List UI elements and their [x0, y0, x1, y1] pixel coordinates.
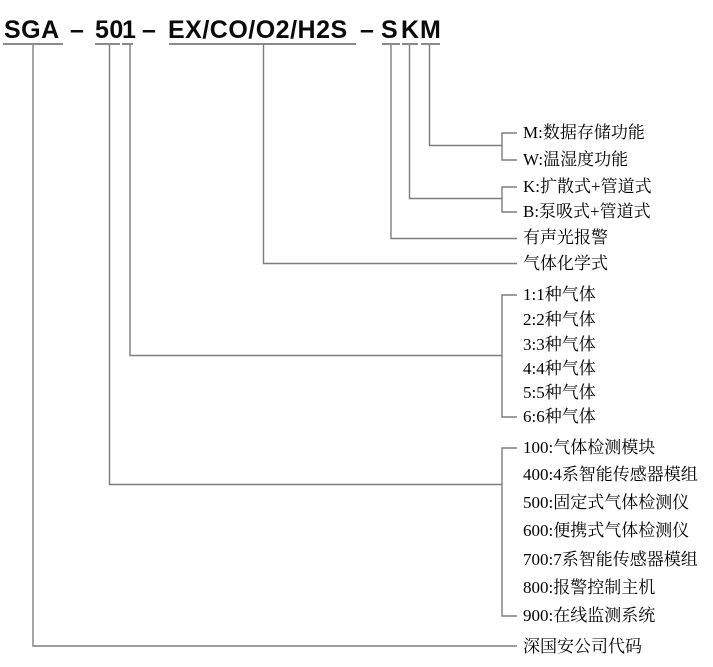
separator-dash: –	[360, 16, 375, 44]
label-sampling-k: K:扩散式+管道式	[523, 177, 652, 196]
label-series-500: 500:固定式气体检测仪	[523, 493, 690, 512]
model-count-digit: 1	[122, 16, 137, 44]
label-gas-count-6: 6:6种气体	[523, 407, 596, 426]
label-series-700: 700:7系智能传感器模组	[523, 550, 698, 569]
separator-dash: –	[142, 16, 157, 44]
model-suffix-letter-s: S	[381, 16, 399, 44]
label-series-400: 400:4系智能传感器模组	[523, 465, 698, 484]
label-series-900: 900:在线监测系统	[523, 606, 656, 625]
label-gas-formula: 气体化学式	[523, 254, 608, 273]
label-gas-count-3: 3:3种气体	[523, 335, 596, 354]
label-gas-count-2: 2:2种气体	[523, 310, 596, 329]
label-function-m: M:数据存储功能	[523, 123, 645, 142]
label-function-w: W:温湿度功能	[523, 150, 629, 169]
model-company-code: SGA	[4, 16, 60, 44]
model-gas-formula: EX/CO/O2/H2S	[168, 16, 348, 44]
label-series-600: 600:便携式气体检测仪	[523, 521, 690, 540]
label-alarm: 有声光报警	[523, 228, 608, 247]
model-suffix-letter-m: M	[420, 16, 442, 44]
model-suffix-letter-k: K	[401, 16, 420, 44]
separator-dash: –	[70, 16, 85, 44]
label-gas-count-5: 5:5种气体	[523, 383, 596, 402]
label-gas-count-1: 1:1种气体	[523, 285, 596, 304]
label-sampling-b: B:泵吸式+管道式	[523, 202, 651, 221]
model-series-code: 50	[95, 16, 124, 44]
label-gas-count-4: 4:4种气体	[523, 359, 596, 378]
label-series-800: 800:报警控制主机	[523, 578, 656, 597]
label-series-100: 100:气体检测模块	[523, 438, 656, 457]
label-company-code: 深国安公司代码	[523, 637, 642, 656]
